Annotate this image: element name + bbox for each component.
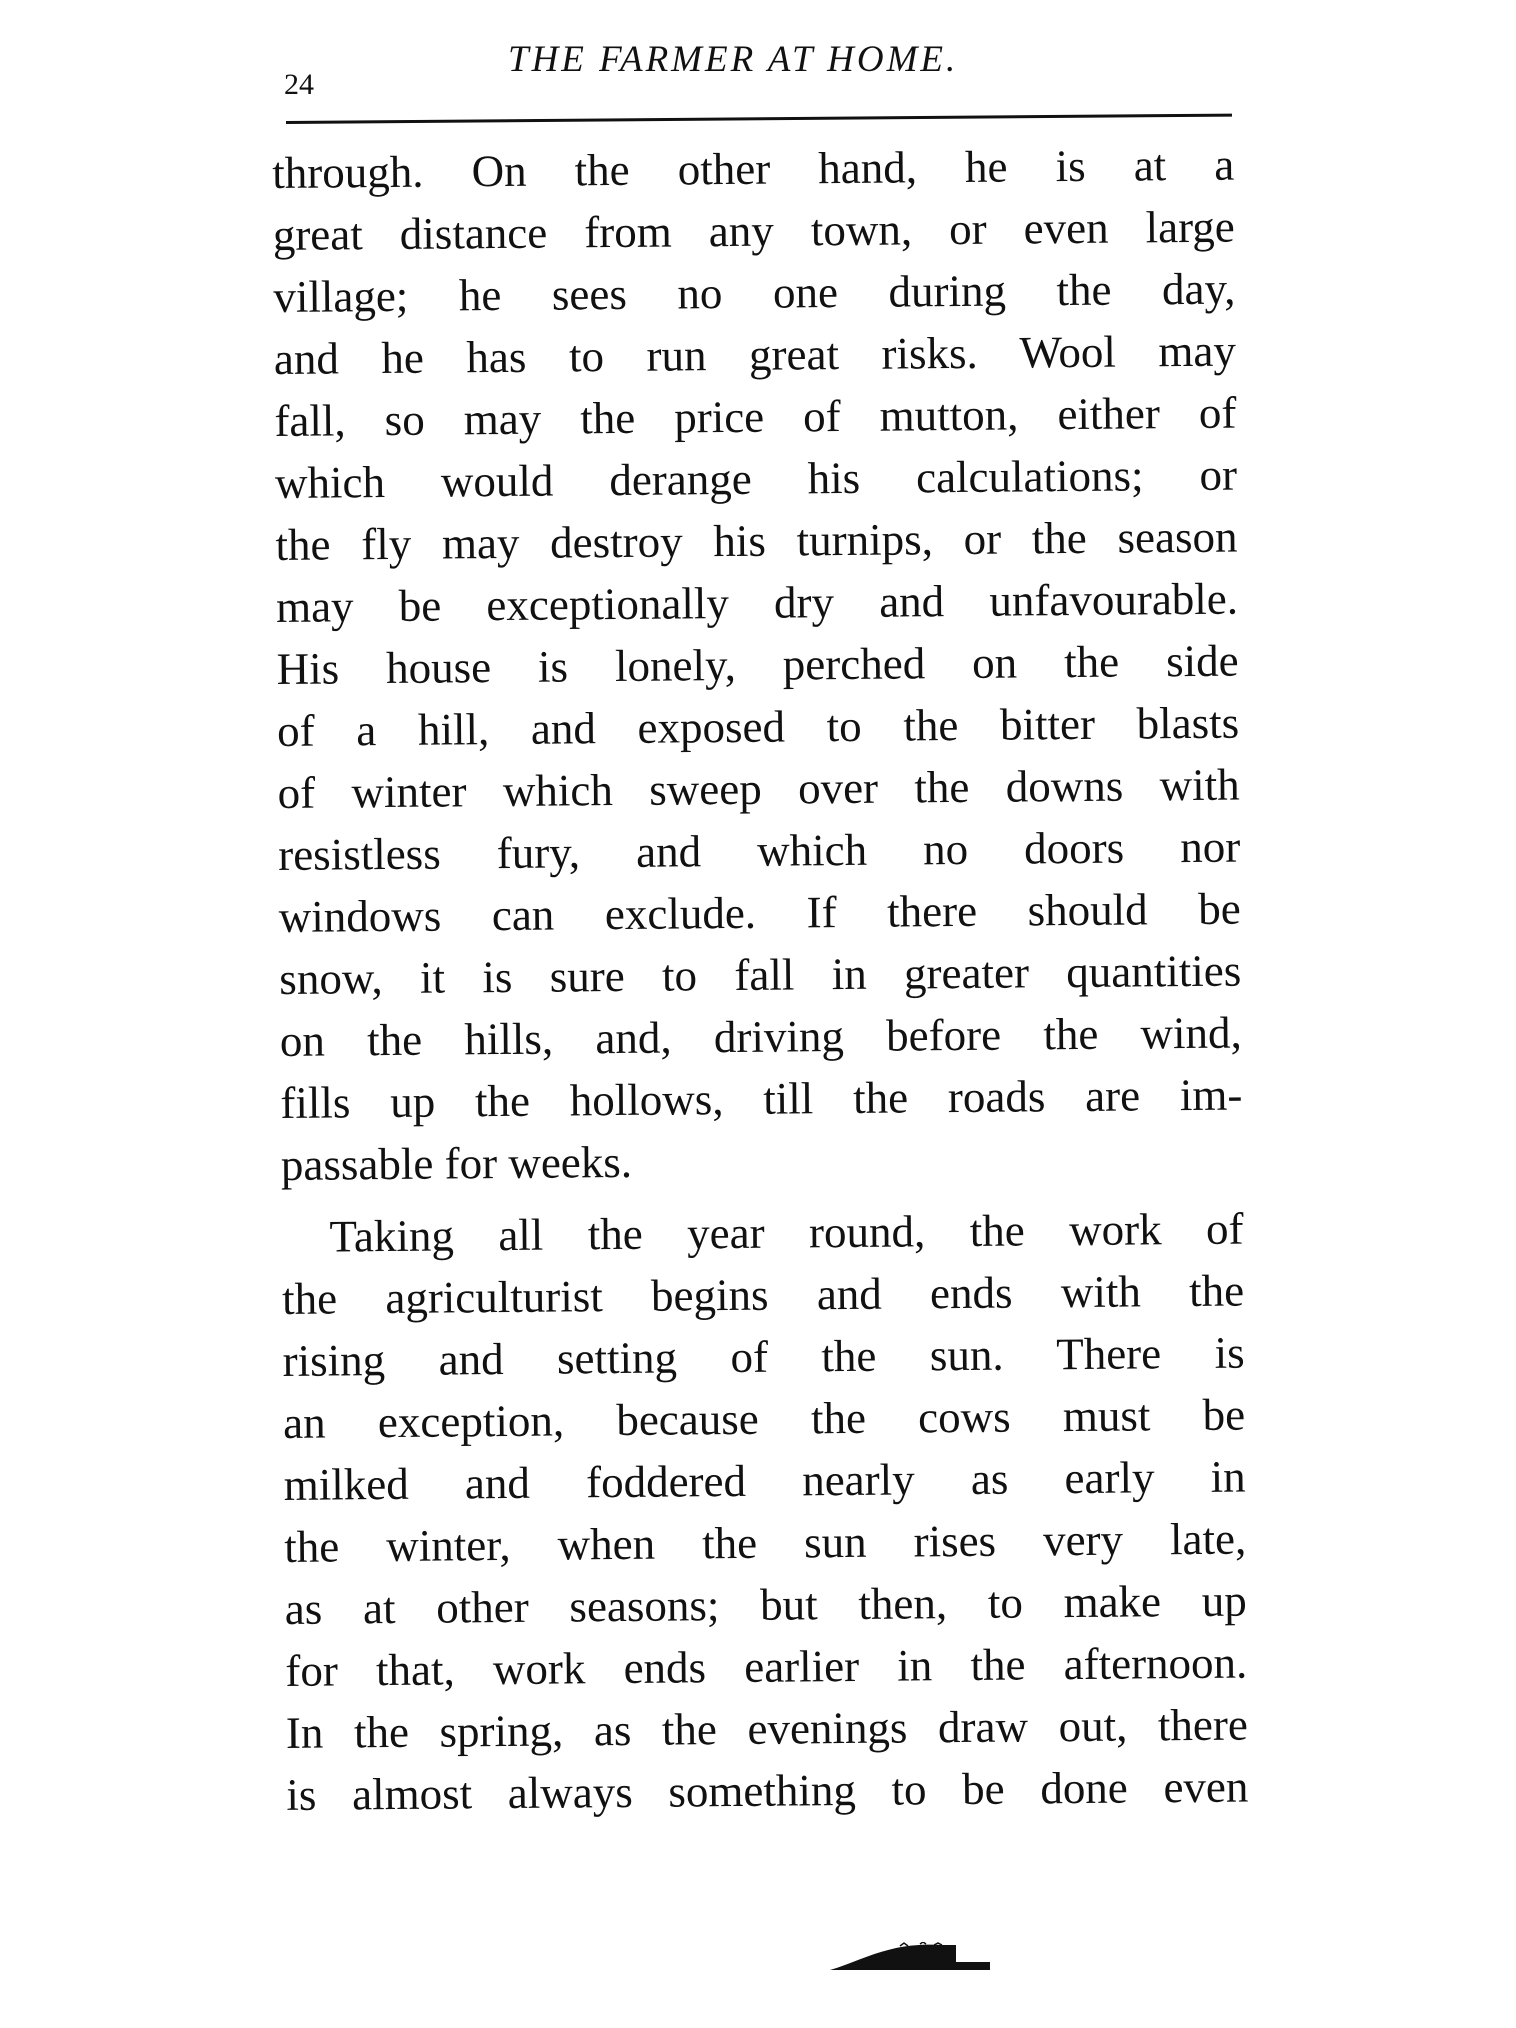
text-line: through. On the other hand, he is at a [272,139,1235,198]
text-line: passable for weeks. [280,1136,633,1190]
text-line: In the spring, as the evenings draw out, there [285,1699,1249,1758]
text-line: windows can exclude. If there should be [278,883,1241,942]
text-line: snow, it is sure to fall in greater quantities [279,945,1242,1004]
text-line: milked and foddered nearly as early in [283,1451,1246,1510]
text-line: His house is lonely, perched on the side [276,635,1239,694]
header-rule [286,114,1232,124]
text-line: rising and setting of the sun. There is [282,1327,1245,1386]
text-line: may be exceptionally dry and unfavourable. [275,573,1239,632]
text-line: village; he sees no one during the day, [273,263,1236,322]
text-line: of winter which sweep over the downs with [277,759,1240,818]
text-line: Taking all the year round, the work of [329,1203,1244,1262]
text-line: fills up the hollows, till the roads are im- [280,1069,1243,1128]
text-line: of a hill, and exposed to the bitter blasts [276,697,1240,756]
text-line: the winter, when the sun rises very late, [284,1513,1247,1572]
paragraph [272,134,1243,1196]
text-line: is almost always something to be done even [286,1761,1249,1820]
text-line: resistless fury, and which no doors nor [278,821,1241,880]
page-number: 24 [284,68,314,101]
text-line: the fly may destroy his turnips, or the season [275,511,1238,570]
text-line: an exception, because the cows must be [282,1389,1246,1448]
ornament-shape [830,1945,990,1970]
text-line: on the hills, and, driving before the wind, [279,1007,1243,1066]
text-line: and he has to run great risks. Wool may [273,325,1237,384]
text-line: which would derange his calculations; or [274,449,1238,508]
text-line: for that, work ends earlier in the afternoon. [285,1637,1248,1696]
text-line: great distance from any town, or even large [272,201,1235,260]
body-text [272,134,1249,1826]
tailpiece-ornament-icon [830,1942,992,1972]
paragraph [281,1198,1248,1826]
text-line: the agriculturist begins and ends with the [281,1265,1245,1324]
text-line: fall, so may the price of mutton, either of [274,387,1237,446]
text-line: as at other seasons; but then, to make up [284,1575,1247,1634]
running-head: THE FARMER AT HOME. [508,39,959,80]
